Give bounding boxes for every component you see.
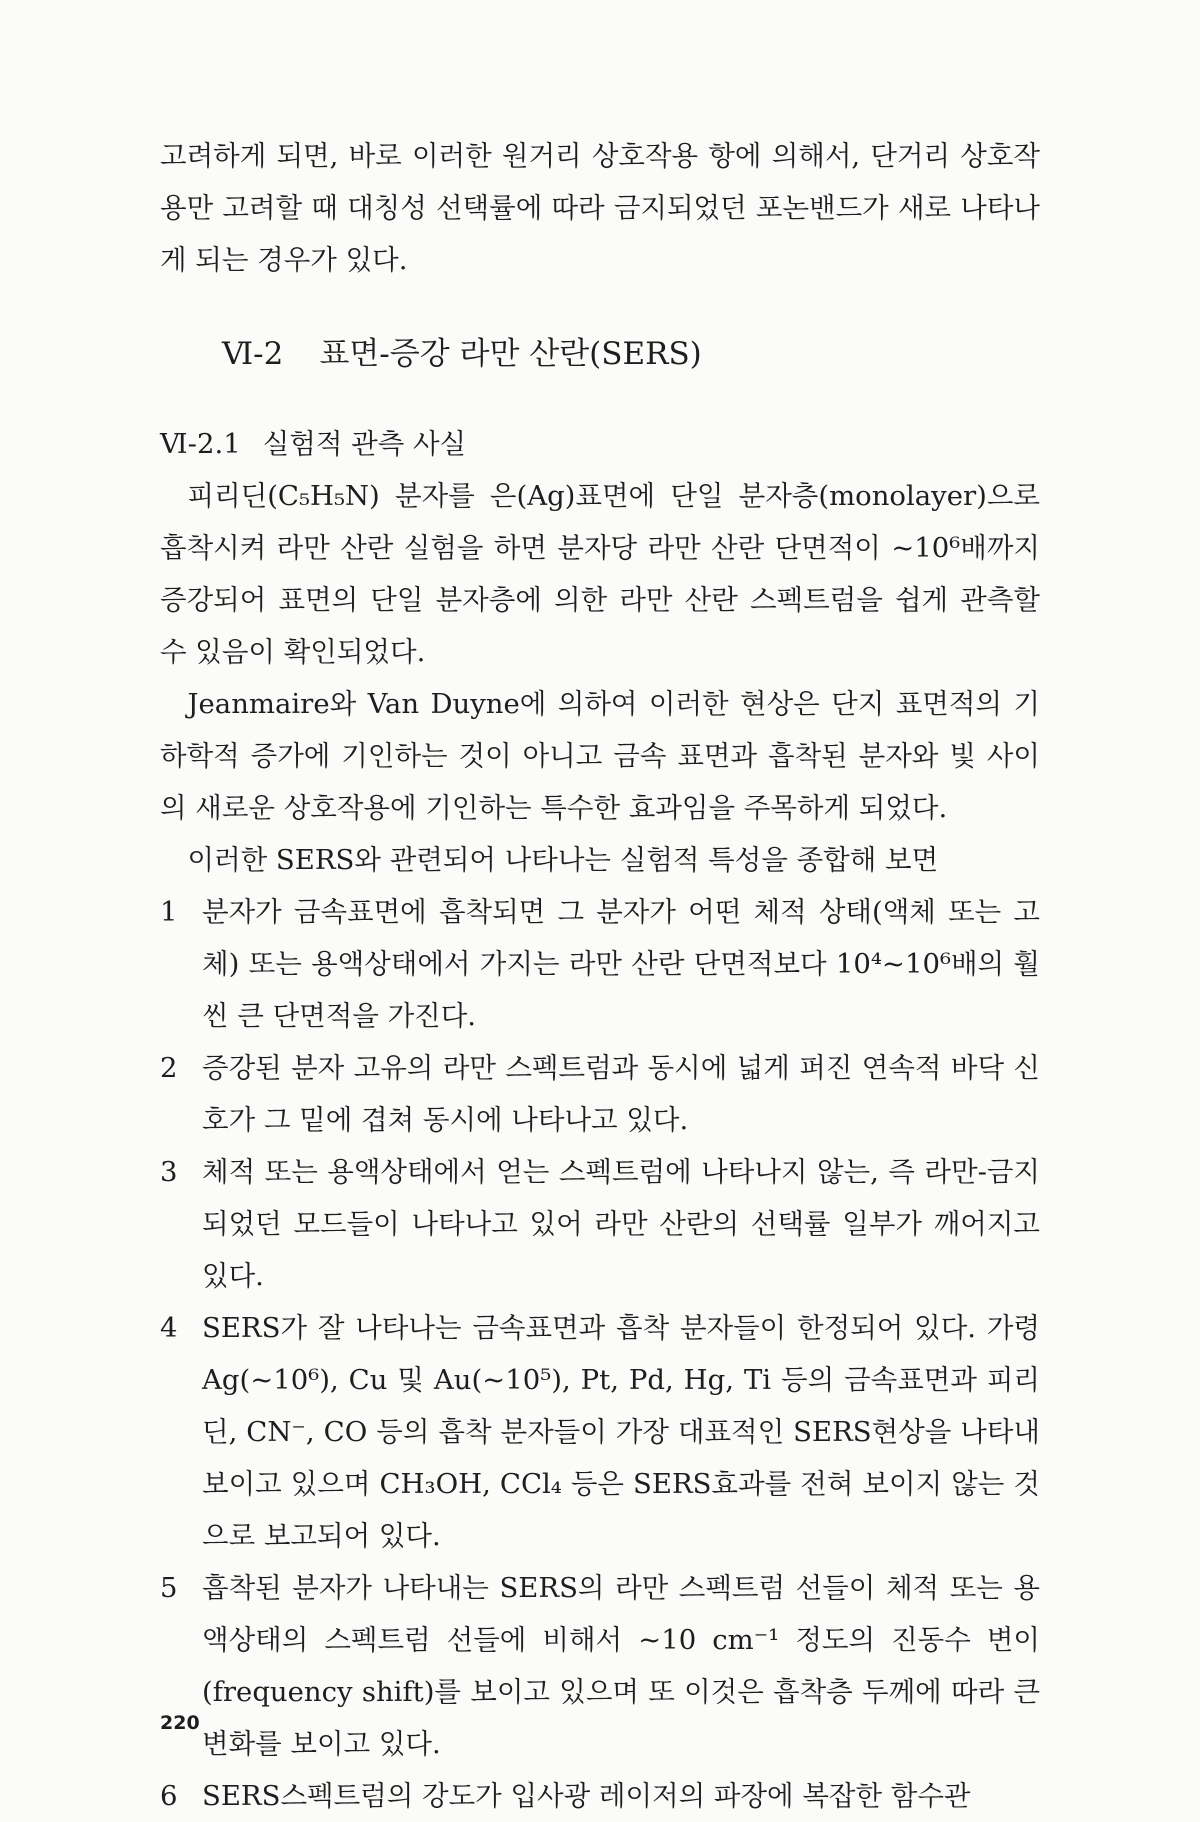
item-number: 5: [160, 1572, 178, 1604]
observation-list: [160, 886, 1040, 1822]
item-text: 체적 또는 용액상태에서 얻는 스펙트럼에 나타나지 않는, 즉 라만-금지되었던 모드들이 나타나고 있어 라만 산란의 선택률 일부가 깨어지고 있다.: [202, 1156, 1040, 1292]
body-paragraph-2: Jeanmaire와 Van Duyne에 의하여 이러한 현상은 단지 표면적의 기하학적 증가에 기인하는 것이 아니고 금속 표면과 흡착된 분자와 빛 사이의 새로운 상호작용에 기인하는 특수한 효과임을 주목하게 되었다.: [160, 688, 1040, 824]
list-item: [160, 1042, 1040, 1146]
item-text: 증강된 분자 고유의 라만 스펙트럼과 동시에 넓게 퍼진 연속적 바닥 신호가 그 밑에 겹쳐 동시에 나타나고 있다.: [202, 1052, 1040, 1136]
body-paragraph-1: 피리딘(C₅H₅N) 분자를 은(Ag)표면에 단일 분자층(monolayer)으로 흡착시켜 라만 산란 실험을 하면 분자당 라만 산란 단면적이 ~10⁶배까지 증강되어 표면의 단일 분자층에 의한 라만 산란 스펙트럼을 쉽게 관측할 수 있음이 확인되었다.: [160, 480, 1040, 668]
section-heading: [222, 328, 1040, 380]
intro-paragraph: 고려하게 되면, 바로 이러한 원거리 상호작용 항에 의해서, 단거리 상호작용만 고려할 때 대칭성 선택률에 따라 금지되었던 포논밴드가 새로 나타나게 되는 경우가 있다.: [160, 140, 1040, 276]
item-text: SERS스펙트럼의 강도가 입사광 레이저의 파장에 복잡한 함수관: [202, 1780, 971, 1812]
subsection-heading: [160, 418, 1040, 470]
item-number: 1: [160, 896, 178, 928]
item-number: 2: [160, 1052, 178, 1084]
item-number: 6: [160, 1780, 178, 1812]
list-item: [160, 886, 1040, 1042]
subsection-title: 실험적 관측 사실: [262, 428, 467, 460]
body-paragraph-3: 이러한 SERS와 관련되어 나타나는 실험적 특성을 종합해 보면: [187, 844, 939, 876]
page-content: [160, 130, 1040, 1822]
subsection-number: Ⅵ-2.1: [160, 428, 241, 460]
item-number: 3: [160, 1156, 178, 1188]
item-number: 4: [160, 1312, 178, 1344]
section-number: Ⅵ-2: [222, 336, 284, 372]
item-text: 흡착된 분자가 나타내는 SERS의 라만 스펙트럼 선들이 체적 또는 용액상태의 스펙트럼 선들에 비해서 ~10 cm⁻¹ 정도의 진동수 변이(frequency shift)를 보이고 있으며 또 이것은 흡착층 두께에 따라 큰 변화를 보이고 있다.: [202, 1572, 1040, 1760]
list-item: [160, 1302, 1040, 1562]
list-item: [160, 1146, 1040, 1302]
list-item: [160, 1770, 1040, 1822]
item-text: 분자가 금속표면에 흡착되면 그 분자가 어떤 체적 상태(액체 또는 고체) 또는 용액상태에서 가지는 라만 산란 단면적보다 10⁴~10⁶배의 훨씬 큰 단면적을 가진다.: [202, 896, 1040, 1032]
section-title: 표면-증강 라만 산란(SERS): [319, 336, 702, 372]
page-number: 220: [160, 1712, 200, 1734]
list-item: [160, 1562, 1040, 1770]
item-text: SERS가 잘 나타나는 금속표면과 흡착 분자들이 한정되어 있다. 가령 Ag(~10⁶), Cu 및 Au(~10⁵), Pt, Pd, Hg, Ti 등의 금속표면과 피리딘, CN⁻, CO 등의 흡착 분자들이 가장 대표적인 SERS현상을 나타내 보이고 있으며 CH₃OH, CCl₄ 등은 SERS효과를 전혀 보이지 않는 것으로 보고되어 있다.: [202, 1312, 1040, 1552]
